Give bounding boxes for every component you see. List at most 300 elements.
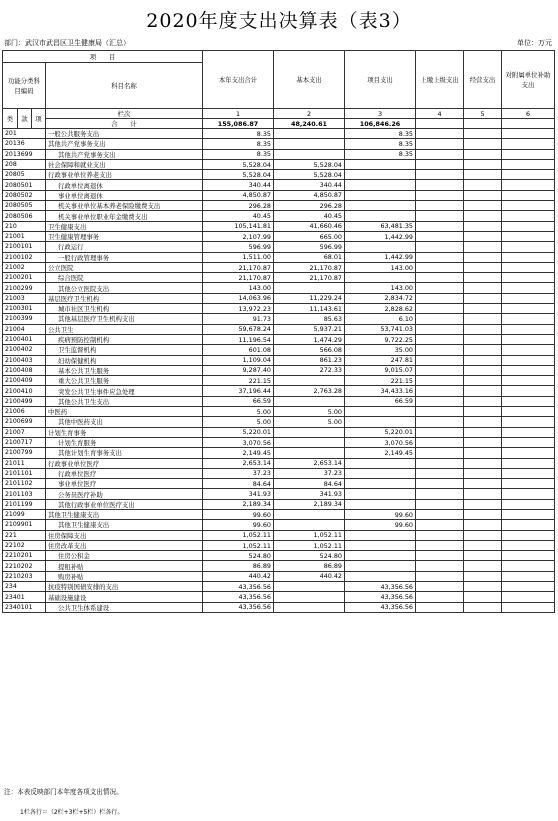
row-total: 2,149.45 <box>203 448 274 458</box>
row-subject-name: 中医药 <box>46 407 203 417</box>
table-row <box>3 376 555 386</box>
row-subject-name: 其他共产党事务支出 <box>46 149 203 159</box>
row-project: 9,015.07 <box>345 365 416 375</box>
header-col1: 本年支出合计 <box>203 51 274 109</box>
row-basic <box>274 509 345 519</box>
table-row <box>3 479 555 489</box>
row-basic: 1,474.29 <box>274 334 345 344</box>
row-total: 40.45 <box>203 211 274 221</box>
row-total: 86.89 <box>203 561 274 571</box>
row-code: 2101102 <box>3 479 46 489</box>
row-code: 2013699 <box>3 149 46 159</box>
header-kuan: 款 <box>18 109 32 129</box>
table-row <box>3 201 555 211</box>
row-col4 <box>416 242 464 252</box>
row-total: 105,141.81 <box>203 221 274 231</box>
row-col5 <box>464 221 502 231</box>
row-total: 99.60 <box>203 509 274 519</box>
row-project <box>345 211 416 221</box>
row-total: 8.35 <box>203 129 274 139</box>
row-project <box>345 468 416 478</box>
row-project <box>345 417 416 427</box>
row-col5 <box>464 345 502 355</box>
footnote: 注：本表反映部门本年度各项支出情况。 <box>4 788 123 796</box>
row-basic: 37.23 <box>274 468 345 478</box>
row-total: 99.60 <box>203 520 274 530</box>
table-row <box>3 407 555 417</box>
row-total: 4,850.87 <box>203 190 274 200</box>
row-col4 <box>416 252 464 262</box>
row-total: 601.08 <box>203 345 274 355</box>
header-num-4: 4 <box>416 109 464 119</box>
row-col4 <box>416 509 464 519</box>
table-row <box>3 530 555 540</box>
row-basic: 5,937.21 <box>274 324 345 334</box>
row-project: 35.00 <box>345 345 416 355</box>
row-col6 <box>502 530 555 540</box>
row-col5 <box>464 386 502 396</box>
row-project <box>345 201 416 211</box>
row-col6 <box>502 262 555 272</box>
row-col5 <box>464 530 502 540</box>
row-col5 <box>464 231 502 241</box>
row-col6 <box>502 304 555 314</box>
row-col4 <box>416 334 464 344</box>
row-col5 <box>464 273 502 283</box>
row-subject-name: 行政运行 <box>46 242 203 252</box>
row-col6 <box>502 334 555 344</box>
row-total: 524.80 <box>203 551 274 561</box>
row-total: 1,052.11 <box>203 540 274 550</box>
row-subject-name: 抗疫特别国债安排的支出 <box>46 582 203 592</box>
row-code: 21007 <box>3 427 46 437</box>
row-total: 5,528.04 <box>203 170 274 180</box>
total-c1: 155,086.87 <box>203 119 274 129</box>
row-project: 34,433.16 <box>345 386 416 396</box>
row-subject-name: 其他公立医院支出 <box>46 283 203 293</box>
row-col6 <box>502 499 555 509</box>
row-code: 2109901 <box>3 520 46 530</box>
row-total: 5.00 <box>203 407 274 417</box>
header-project: 项 目 <box>3 51 203 63</box>
row-subject-name: 公共卫生体系建设 <box>46 602 203 612</box>
row-col4 <box>416 437 464 447</box>
row-code: 2100409 <box>3 376 46 386</box>
row-col5 <box>464 458 502 468</box>
row-project <box>345 273 416 283</box>
row-code: 210 <box>3 221 46 231</box>
row-basic: 1,052.11 <box>274 540 345 550</box>
row-subject-name: 卫生监督机构 <box>46 345 203 355</box>
row-code: 2100717 <box>3 437 46 447</box>
row-project <box>345 489 416 499</box>
header-col6: 对附属单位补助支出 <box>502 51 555 109</box>
row-col4 <box>416 129 464 139</box>
row-code: 21001 <box>3 231 46 241</box>
row-basic: 2,653.14 <box>274 458 345 468</box>
table-row <box>3 540 555 550</box>
row-basic <box>274 396 345 406</box>
row-project: 99.60 <box>345 520 416 530</box>
row-col4 <box>416 221 464 231</box>
row-project: 66.59 <box>345 396 416 406</box>
row-subject-name: 公务员医疗补助 <box>46 489 203 499</box>
row-col4 <box>416 592 464 602</box>
row-col4 <box>416 365 464 375</box>
row-basic: 85.63 <box>274 314 345 324</box>
row-project: 2,834.72 <box>345 293 416 303</box>
row-col6 <box>502 170 555 180</box>
row-project: 143.00 <box>345 262 416 272</box>
row-basic <box>274 283 345 293</box>
row-project: 5,220.01 <box>345 427 416 437</box>
row-project <box>345 561 416 571</box>
row-subject-name: 计划生育服务 <box>46 437 203 447</box>
row-project <box>345 499 416 509</box>
row-subject-name: 住房公积金 <box>46 551 203 561</box>
row-total: 1,511.00 <box>203 252 274 262</box>
row-col4 <box>416 345 464 355</box>
row-col4 <box>416 602 464 612</box>
header-num-6: 6 <box>502 109 555 119</box>
row-col6 <box>502 509 555 519</box>
row-basic: 86.89 <box>274 561 345 571</box>
row-col6 <box>502 355 555 365</box>
row-total: 21,170.87 <box>203 262 274 272</box>
row-col4 <box>416 396 464 406</box>
row-project <box>345 479 416 489</box>
row-col4 <box>416 355 464 365</box>
row-col5 <box>464 448 502 458</box>
row-code: 22102 <box>3 540 46 550</box>
table-row <box>3 417 555 427</box>
row-basic <box>274 149 345 159</box>
row-subject-name: 突发公共卫生事件应急处理 <box>46 386 203 396</box>
total-c3: 106,846.26 <box>345 119 416 129</box>
row-code: 2101101 <box>3 468 46 478</box>
row-code: 2210202 <box>3 561 46 571</box>
row-code: 2080502 <box>3 190 46 200</box>
row-code: 21006 <box>3 407 46 417</box>
row-col4 <box>416 499 464 509</box>
row-col5 <box>464 520 502 530</box>
row-basic: 11,143.61 <box>274 304 345 314</box>
row-project: 247.81 <box>345 355 416 365</box>
table-row <box>3 170 555 180</box>
row-col4 <box>416 211 464 221</box>
row-col6 <box>502 551 555 561</box>
row-project <box>345 180 416 190</box>
row-total: 8.35 <box>203 139 274 149</box>
row-col4 <box>416 139 464 149</box>
row-subject-name: 提租补贴 <box>46 561 203 571</box>
row-basic: 296.28 <box>274 201 345 211</box>
row-code: 20136 <box>3 139 46 149</box>
row-code: 2100499 <box>3 396 46 406</box>
row-col5 <box>464 201 502 211</box>
row-col4 <box>416 417 464 427</box>
row-project: 1,442.99 <box>345 231 416 241</box>
table-row <box>3 427 555 437</box>
table-row <box>3 139 555 149</box>
row-col5 <box>464 561 502 571</box>
expenditure-table <box>2 50 555 613</box>
row-basic: 665.00 <box>274 231 345 241</box>
row-col5 <box>464 571 502 581</box>
table-row <box>3 437 555 447</box>
row-basic: 5.00 <box>274 407 345 417</box>
row-col4 <box>416 489 464 499</box>
row-code: 2101103 <box>3 489 46 499</box>
row-project: 9,722.25 <box>345 334 416 344</box>
row-col4 <box>416 170 464 180</box>
row-total: 9,287.40 <box>203 365 274 375</box>
table-row <box>3 448 555 458</box>
row-project <box>345 540 416 550</box>
row-col5 <box>464 334 502 344</box>
row-col5 <box>464 262 502 272</box>
row-col4 <box>416 561 464 571</box>
header-num-5: 5 <box>464 109 502 119</box>
row-col5 <box>464 437 502 447</box>
row-project <box>345 458 416 468</box>
row-col4 <box>416 479 464 489</box>
row-col6 <box>502 417 555 427</box>
row-subject-name: 事业单位离退休 <box>46 190 203 200</box>
row-col5 <box>464 324 502 334</box>
row-col6 <box>502 180 555 190</box>
row-code: 2100403 <box>3 355 46 365</box>
row-col6 <box>502 242 555 252</box>
table-row <box>3 149 555 159</box>
row-col4 <box>416 468 464 478</box>
row-col5 <box>464 365 502 375</box>
row-col4 <box>416 180 464 190</box>
row-subject-name: 住房保障支出 <box>46 530 203 540</box>
row-col6 <box>502 592 555 602</box>
row-project: 8.35 <box>345 129 416 139</box>
row-col5 <box>464 211 502 221</box>
row-total: 5,528.04 <box>203 159 274 169</box>
row-total: 5.00 <box>203 417 274 427</box>
row-subject-name: 一般行政管理事务 <box>46 252 203 262</box>
table-row <box>3 293 555 303</box>
row-col6 <box>502 149 555 159</box>
row-basic: 2,189.34 <box>274 499 345 509</box>
row-col6 <box>502 396 555 406</box>
row-subject-name: 行政单位离退休 <box>46 180 203 190</box>
header-num-1: 1 <box>203 109 274 119</box>
table-row <box>3 273 555 283</box>
row-code: 2100299 <box>3 283 46 293</box>
row-subject-name: 购房补贴 <box>46 571 203 581</box>
row-col4 <box>416 283 464 293</box>
table-row <box>3 582 555 592</box>
row-basic: 1,052.11 <box>274 530 345 540</box>
row-code: 2100410 <box>3 386 46 396</box>
row-col4 <box>416 582 464 592</box>
row-col6 <box>502 201 555 211</box>
row-col6 <box>502 129 555 139</box>
row-total: 37,196.44 <box>203 386 274 396</box>
row-total: 596.99 <box>203 242 274 252</box>
row-col4 <box>416 530 464 540</box>
row-code: 2100408 <box>3 365 46 375</box>
row-col5 <box>464 180 502 190</box>
row-subject-name: 行政单位医疗 <box>46 468 203 478</box>
row-col5 <box>464 468 502 478</box>
header-col4: 上缴上级支出 <box>416 51 464 109</box>
row-col6 <box>502 479 555 489</box>
row-basic: 5,528.04 <box>274 170 345 180</box>
row-col5 <box>464 396 502 406</box>
row-project <box>345 530 416 540</box>
row-basic: 524.80 <box>274 551 345 561</box>
row-total: 21,170.87 <box>203 273 274 283</box>
table-row <box>3 231 555 241</box>
row-col4 <box>416 273 464 283</box>
header-func-code: 功能分类科目编码 <box>3 63 46 109</box>
row-project: 43,356.56 <box>345 592 416 602</box>
row-col4 <box>416 376 464 386</box>
row-col4 <box>416 571 464 581</box>
row-subject-name: 重大公共卫生服务 <box>46 376 203 386</box>
table-row <box>3 520 555 530</box>
row-subject-name: 一般公共服务支出 <box>46 129 203 139</box>
row-col5 <box>464 293 502 303</box>
table-row <box>3 602 555 612</box>
row-total: 340.44 <box>203 180 274 190</box>
row-project: 99.60 <box>345 509 416 519</box>
row-basic: 341.93 <box>274 489 345 499</box>
header-num-3: 3 <box>345 109 416 119</box>
row-total: 1,109.04 <box>203 355 274 365</box>
row-subject-name: 其他基层医疗卫生机构支出 <box>46 314 203 324</box>
row-col6 <box>502 407 555 417</box>
row-col4 <box>416 314 464 324</box>
row-col4 <box>416 293 464 303</box>
row-col5 <box>464 170 502 180</box>
row-col6 <box>502 582 555 592</box>
row-basic: 5,528.04 <box>274 159 345 169</box>
table-row <box>3 561 555 571</box>
row-code: 23401 <box>3 592 46 602</box>
row-project: 43,356.56 <box>345 582 416 592</box>
row-col5 <box>464 540 502 550</box>
row-code: 221 <box>3 530 46 540</box>
row-total: 66.59 <box>203 396 274 406</box>
row-subject-name: 社会保障和就业支出 <box>46 159 203 169</box>
row-col5 <box>464 582 502 592</box>
row-total: 2,653.14 <box>203 458 274 468</box>
row-col4 <box>416 159 464 169</box>
table-row <box>3 468 555 478</box>
row-subject-name: 其他卫生健康支出 <box>46 520 203 530</box>
table-row <box>3 304 555 314</box>
row-code: 2080506 <box>3 211 46 221</box>
table-row <box>3 242 555 252</box>
row-col4 <box>416 304 464 314</box>
unit-label: 单位：万元 <box>517 39 552 47</box>
row-project <box>345 551 416 561</box>
row-total: 221.15 <box>203 376 274 386</box>
row-total: 5,220.01 <box>203 427 274 437</box>
row-total: 59,678.24 <box>203 324 274 334</box>
row-col5 <box>464 149 502 159</box>
row-total: 440.42 <box>203 571 274 581</box>
row-basic: 41,660.46 <box>274 221 345 231</box>
row-subject-name: 住房改革支出 <box>46 540 203 550</box>
row-col4 <box>416 540 464 550</box>
page-title: 2020年度支出决算表（表3） <box>146 10 412 32</box>
row-subject-name: 其他公共卫生支出 <box>46 396 203 406</box>
row-col4 <box>416 324 464 334</box>
header-subject-name: 科目名称 <box>46 63 203 109</box>
row-col6 <box>502 448 555 458</box>
row-code: 2210203 <box>3 571 46 581</box>
row-project: 8.35 <box>345 139 416 149</box>
row-col5 <box>464 242 502 252</box>
row-basic: 21,170.87 <box>274 273 345 283</box>
row-basic <box>274 139 345 149</box>
row-col5 <box>464 602 502 612</box>
row-subject-name: 公立医院 <box>46 262 203 272</box>
table-body <box>3 129 555 613</box>
table-row <box>3 262 555 272</box>
header-xiang: 项 <box>32 109 46 129</box>
row-project <box>345 159 416 169</box>
row-col5 <box>464 509 502 519</box>
row-col6 <box>502 602 555 612</box>
row-col5 <box>464 283 502 293</box>
row-col5 <box>464 407 502 417</box>
row-basic: 2,763.28 <box>274 386 345 396</box>
row-col6 <box>502 314 555 324</box>
row-col6 <box>502 540 555 550</box>
row-total: 43,356.56 <box>203 582 274 592</box>
table-row <box>3 386 555 396</box>
row-code: 21004 <box>3 324 46 334</box>
row-basic: 21,170.87 <box>274 262 345 272</box>
row-project <box>345 571 416 581</box>
row-col5 <box>464 489 502 499</box>
row-code: 2100699 <box>3 417 46 427</box>
row-col6 <box>502 468 555 478</box>
row-project: 63,481.35 <box>345 221 416 231</box>
row-col5 <box>464 592 502 602</box>
row-code: 201 <box>3 129 46 139</box>
row-code: 21003 <box>3 293 46 303</box>
row-basic: 440.42 <box>274 571 345 581</box>
row-subject-name: 基层医疗卫生机构 <box>46 293 203 303</box>
row-subject-name: 城市社区卫生机构 <box>46 304 203 314</box>
row-code: 2340101 <box>3 602 46 612</box>
table-row <box>3 283 555 293</box>
row-total: 43,356.56 <box>203 592 274 602</box>
row-project <box>345 190 416 200</box>
row-col6 <box>502 386 555 396</box>
row-col6 <box>502 376 555 386</box>
row-code: 2100799 <box>3 448 46 458</box>
table-row <box>3 355 555 365</box>
row-col4 <box>416 551 464 561</box>
table-row <box>3 551 555 561</box>
row-basic <box>274 376 345 386</box>
row-col4 <box>416 407 464 417</box>
row-code: 2100201 <box>3 273 46 283</box>
row-basic <box>274 129 345 139</box>
table-row <box>3 509 555 519</box>
